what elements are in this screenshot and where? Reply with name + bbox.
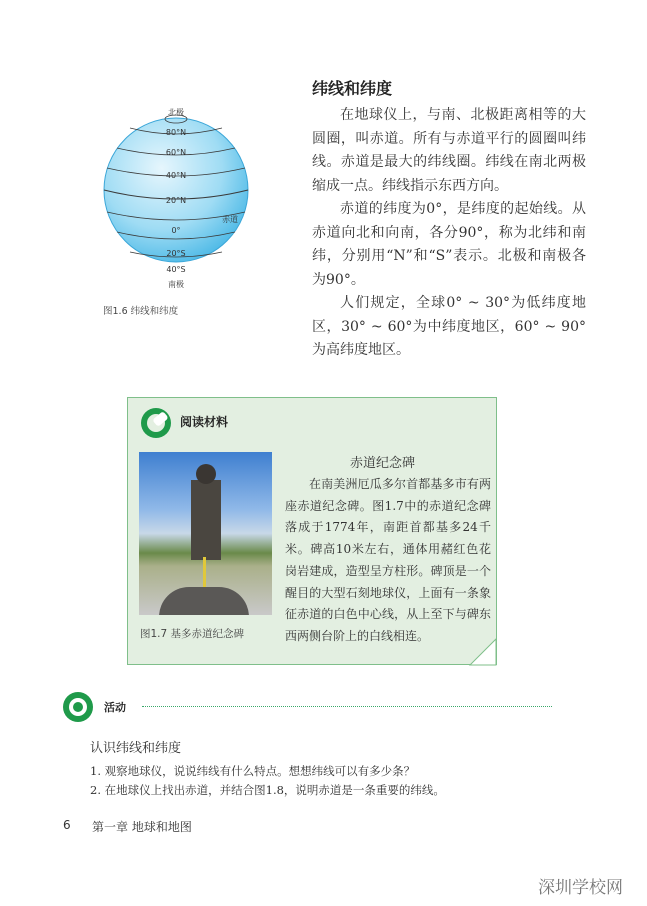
monument-photo xyxy=(139,452,272,615)
lat-label: 60°N xyxy=(165,148,187,157)
south-pole-label: 南极 xyxy=(168,280,184,289)
section-title: 纬线和纬度 xyxy=(312,79,393,98)
activity-icon xyxy=(62,691,94,723)
lat-label: 20°S xyxy=(166,249,186,258)
activity-subtitle: 认识纬线和纬度 xyxy=(90,741,182,756)
page-number: 6 xyxy=(63,818,71,832)
activity-item: 1. 观察地球仪，说说纬线有什么特点。想想纬线可以有多少条？ xyxy=(90,764,416,778)
lat-label: 40°N xyxy=(165,171,187,180)
north-pole-label: 北极 xyxy=(168,108,184,117)
lat-label: 80°N xyxy=(165,128,187,137)
reading-body xyxy=(285,474,491,648)
paragraph: 赤道的纬度为0°，是纬度的起始线。从赤道向北和向南，各分90°，称为北纬和南纬，分别用“N”和“S”表示。北极和南极各为90°。 xyxy=(312,201,586,288)
lat-label: 0° xyxy=(171,226,181,235)
reading-icon xyxy=(140,407,172,439)
lat-label: 40°S xyxy=(166,265,186,274)
chapter-title: 第一章 地球和地图 xyxy=(92,820,192,834)
divider xyxy=(142,706,552,707)
activity-item: 2. 在地球仪上找出赤道，并结合图1.8，说明赤道是一条重要的纬线。 xyxy=(90,783,445,797)
section-body xyxy=(312,104,586,363)
activity-header: 活动 xyxy=(104,701,126,714)
paragraph: 在地球仪上，与南、北极距离相等的大圆圈，叫赤道。所有与赤道平行的圆圈叫纬线。赤道是最大的纬线圈。纬线在南北两极缩成一点。纬线指示东西方向。 xyxy=(312,107,586,194)
lat-label: 20°N xyxy=(165,196,187,205)
watermark: 深圳学校网 xyxy=(538,878,623,898)
photo-caption: 图1.7 基多赤道纪念碑 xyxy=(140,628,245,640)
equator-label: 赤道 xyxy=(222,215,238,224)
page-curl-icon xyxy=(468,635,498,667)
paragraph: 人们规定，全球0° ~ 30°为低纬度地区，30° ~ 60°为中纬度地区，60° ~ 90°为高纬度地区。 xyxy=(312,295,586,358)
figure-caption: 图1.6 纬线和纬度 xyxy=(103,306,179,317)
latitude-globe-figure xyxy=(95,100,265,290)
reading-title: 赤道纪念碑 xyxy=(350,456,416,471)
paragraph: 在南美洲厄瓜多尔首都基多市有两座赤道纪念碑。图1.7中的赤道纪念碑落成于1774年，南距首都基多24千米。碑高10米左右，通体用赭红色花岗岩建成，造型呈方柱形。碑顶是一个醒目的大型石刻地球仪，上面有一条象征赤道的白色中心线，从上至下与碑东西两侧台阶上的白线相连。 xyxy=(285,477,491,643)
reading-header: 阅读材料 xyxy=(180,415,229,429)
